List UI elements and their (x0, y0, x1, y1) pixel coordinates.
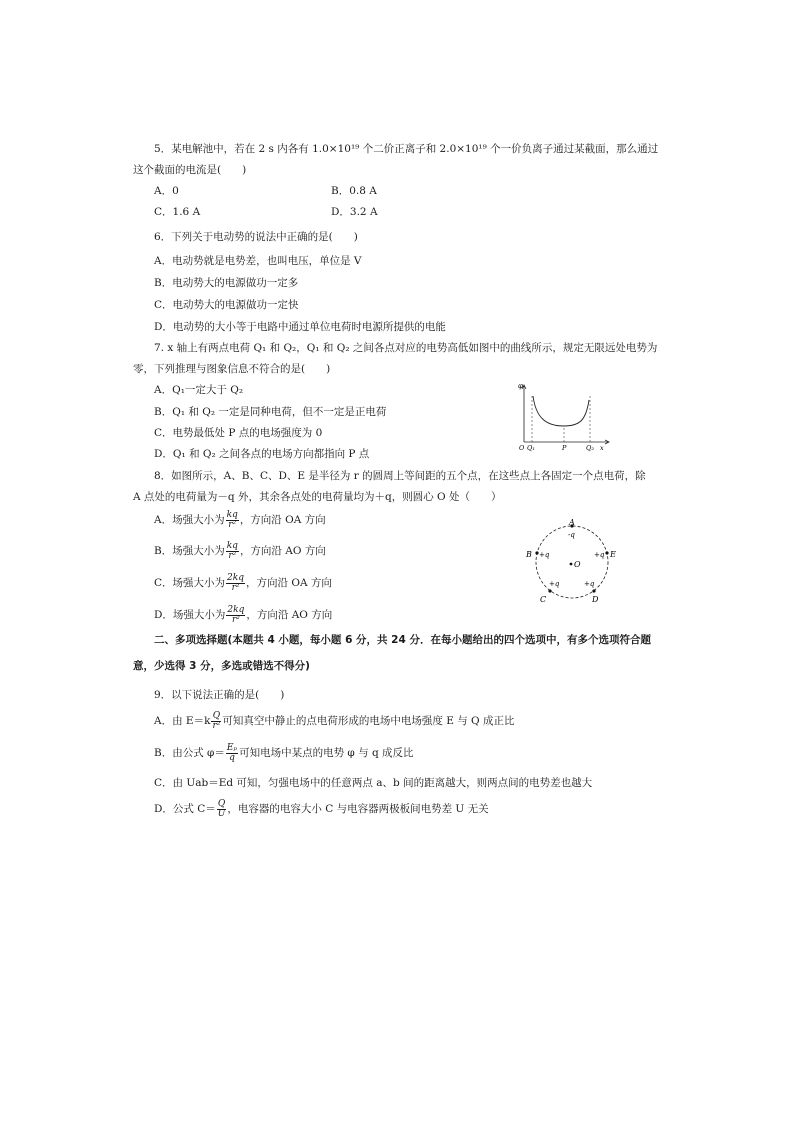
charge-label-d: +q (584, 580, 595, 588)
charge-label-e: +q (594, 551, 605, 559)
q5-option-c: C．1.6 A (154, 206, 201, 218)
q6-stem: 6．下列关于电动势的说法中正确的是( ) (154, 231, 358, 243)
q9-d-numerator: Q (217, 798, 226, 809)
q8-stem-line2: A 点处的电荷量为－q 外，其余各点处的电荷量均为＋q，则圆心 O 处（ ） (133, 491, 502, 503)
q9-b-numerator: Eₚ (226, 742, 238, 753)
q6-option-d: D．电动势的大小等于电路中通过单位电荷时电源所提供的电能 (154, 321, 446, 333)
q9-b-denominator: q (229, 752, 235, 763)
q8-b-numerator: kq (226, 540, 238, 551)
q8-a-denominator: r² (228, 519, 237, 530)
q8-b-denominator: r² (228, 550, 237, 561)
graph-axes (522, 385, 609, 444)
q5-option-d: D．3.2 A (331, 206, 378, 218)
q9-option-c: C．由 Uab＝Ed 可知，匀强电场中的任意两点 a、b 间的距离越大，则两点间的电势差也越大 (154, 777, 593, 789)
q8-option-d-fraction (226, 606, 245, 625)
q8-option-d-suffix: ，方向沿 AO 方向 (246, 609, 333, 621)
graph-p-label: P (562, 444, 567, 452)
q8-charge-circle-figure (524, 516, 624, 608)
potential-curve (533, 396, 589, 426)
charge-label-a: -q (568, 531, 575, 539)
point-label-b: B (526, 550, 532, 559)
q8-d-denominator: r² (231, 614, 240, 625)
q8-a-numerator: kq (226, 509, 238, 520)
q9-d-denominator: U (217, 808, 226, 819)
charge-dot-d (592, 589, 595, 592)
graph-q1-label: Q₁ (527, 444, 535, 452)
q8-option-c-fraction (226, 574, 245, 593)
q8-stem-line1: 8．如图所示，A、B、C、D、E 是半径为 r 的圆周上等间距的五个点，在这些点上各固定一个点电荷，除 (154, 470, 646, 482)
point-label-d: D (592, 595, 599, 604)
q5-option-b: B．0.8 A (331, 185, 377, 197)
q8-option-b-fraction (226, 542, 239, 561)
center-label-o: O (574, 560, 581, 569)
q8-d-numerator: 2kq (227, 604, 245, 615)
q9-a-numerator: Q (212, 710, 221, 721)
q9-option-a-fraction (211, 712, 221, 731)
q8-option-a-fraction (226, 511, 239, 530)
q9-option-d (154, 798, 489, 820)
q9-option-d-prefix: D．公式 C＝ (154, 803, 216, 815)
q8-option-b-prefix: B．场强大小为 (154, 545, 225, 557)
q7-option-c: C．电势最低处 P 点的电场强度为 0 (154, 427, 323, 439)
q5-stem-line1: 5．某电解池中，若在 2 s 内各有 1.0×10¹⁹ 个二价正离子和 2.0×10¹⁹ 个一价负离子通过某截面，那么通过 (154, 143, 659, 155)
q8-option-a (154, 509, 326, 531)
q8-option-b-suffix: ，方向沿 AO 方向 (239, 545, 326, 557)
q9-option-d-fraction (217, 800, 227, 819)
q8-option-d-prefix: D．场强大小为 (154, 609, 226, 621)
q8-option-a-suffix: ，方向沿 OA 方向 (239, 514, 326, 526)
charge-dot-e (605, 551, 608, 554)
graph-origin-label: O (519, 444, 525, 452)
q8-option-c (154, 572, 332, 594)
q6-option-a: A．电动势就是电势差，也叫电压，单位是 V (154, 255, 362, 267)
q9-stem: 9．以下说法正确的是( ) (154, 689, 285, 701)
q8-c-numerator: 2kq (227, 572, 244, 583)
q5-option-a: A．0 (154, 185, 179, 197)
q8-option-c-suffix: ，方向沿 OA 方向 (246, 577, 332, 589)
q9-option-b-prefix: B．由公式 φ＝ (154, 747, 225, 759)
section2-heading-line1: 二、多项选择题(本题共 4 小题，每小题 6 分，共 24 分．在每小题给出的四个选项中，有多个选项符合题 (154, 634, 651, 646)
q8-option-d (154, 604, 332, 626)
q8-c-denominator: r² (231, 582, 240, 593)
q9-a-denominator: r² (212, 720, 221, 731)
center-dot-o (570, 563, 573, 566)
graph-x-label: x (600, 444, 604, 452)
point-label-a: A (569, 518, 575, 527)
q9-option-a-prefix: A．由 E＝k (154, 715, 211, 727)
charge-label-c: +q (549, 580, 560, 588)
charge-label-b: +q (539, 551, 550, 559)
q8-option-b (154, 540, 326, 562)
q5-stem-line2: 这个截面的电流是( ) (133, 164, 247, 176)
q6-option-c: C．电动势大的电源做功一定快 (154, 299, 299, 311)
point-label-e: E (610, 550, 616, 559)
q7-potential-graph (514, 380, 614, 460)
graph-asymptotes (532, 394, 590, 442)
q9-option-a-suffix: 可知真空中静止的点电荷形成的电场中电场强度 E 与 Q 成正比 (222, 715, 515, 727)
graph-q2-label: Q₂ (586, 444, 594, 452)
q8-option-c-prefix: C．场强大小为 (154, 577, 226, 589)
point-label-c: C (540, 595, 547, 604)
q9-option-b-suffix: 可知电场中某点的电势 φ 与 q 成反比 (239, 747, 414, 759)
q8-option-a-prefix: A．场强大小为 (154, 514, 225, 526)
q7-stem-line2: 零，下列推理与图象信息不符合的是( ) (133, 363, 331, 375)
q9-option-b (154, 742, 414, 764)
charge-dot-c (548, 589, 551, 592)
q9-option-d-suffix: ，电容器的电容大小 C 与电容器两极板间电势差 U 无关 (227, 803, 489, 815)
q7-option-b: B．Q₁ 和 Q₂ 一定是同种电荷，但不一定是正电荷 (154, 406, 387, 418)
q7-option-d: D．Q₁ 和 Q₂ 之间各点的电场方向都指向 P 点 (154, 448, 370, 460)
q7-option-a: A．Q₁一定大于 Q₂ (154, 384, 244, 396)
q6-option-b: B．电动势大的电源做功一定多 (154, 277, 299, 289)
q7-stem-line1: 7. x 轴上有两点电荷 Q₁ 和 Q₂，Q₁ 和 Q₂ 之间各点对应的电势高低如图中的曲线所示，规定无限远处电势为 (154, 342, 658, 354)
q9-option-a (154, 710, 515, 732)
q9-option-b-fraction (226, 744, 238, 763)
graph-y-label: φ (518, 382, 523, 390)
section2-heading-line2: 意，少选得 3 分，多选或错选不得分) (133, 660, 310, 672)
